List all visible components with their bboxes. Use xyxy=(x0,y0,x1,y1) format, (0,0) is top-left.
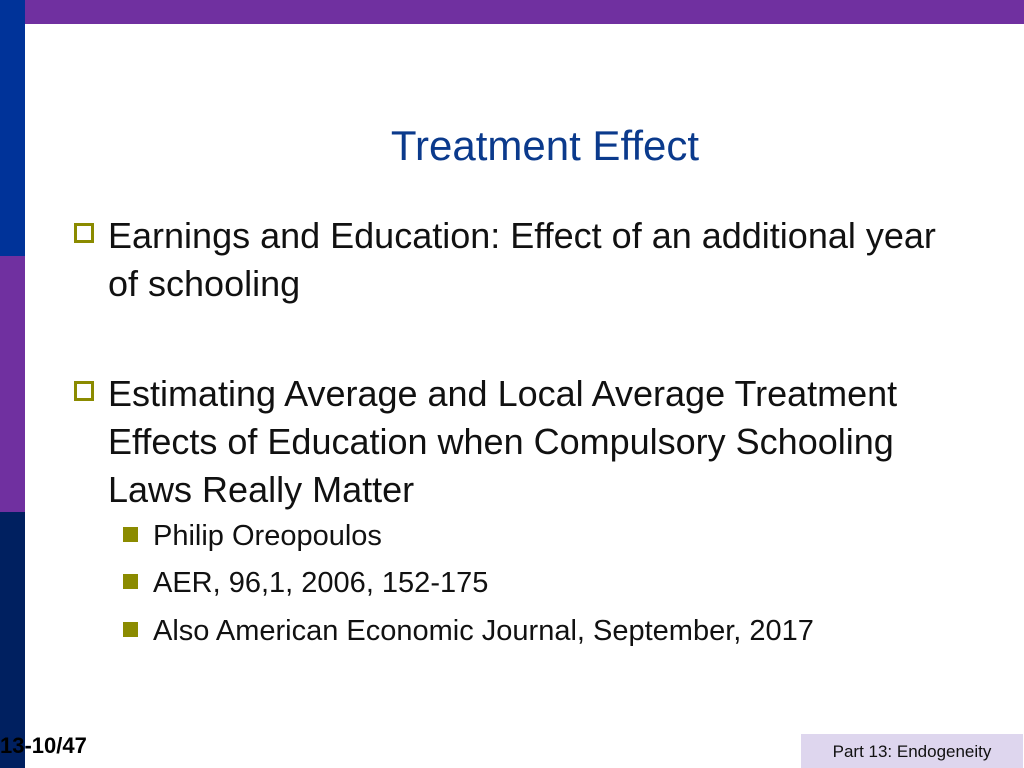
sub-bullet-text: AER, 96,1, 2006, 152-175 xyxy=(153,567,489,599)
top-accent-bar xyxy=(0,0,1024,24)
left-accent-bar-middle xyxy=(0,256,25,512)
left-accent-bar xyxy=(0,0,25,768)
slide-title: Treatment Effect xyxy=(390,122,700,169)
left-accent-bar-bottom xyxy=(0,512,25,768)
bullet-text: Earnings and Education: Effect of an additional year of schooling xyxy=(108,215,936,304)
hollow-square-bullet-icon xyxy=(74,223,94,243)
slide-number xyxy=(0,733,110,759)
footer-section-label: Part 13: Endogeneity xyxy=(801,734,1023,768)
filled-square-bullet-icon xyxy=(123,622,138,637)
sub-bullet-text: Also American Economic Journal, September, 2017 xyxy=(153,615,814,647)
hollow-square-bullet-icon xyxy=(74,381,94,401)
sub-bullet-text: Philip Oreopoulos xyxy=(153,520,382,552)
filled-square-bullet-icon xyxy=(123,574,138,589)
filled-square-bullet-icon xyxy=(123,527,138,542)
bullet-text: Estimating Average and Local Average Treatment Effects of Education when Compulsory Schooling Laws Really Matter xyxy=(108,373,898,510)
slide-number-text: 13-10/47 xyxy=(0,733,87,758)
